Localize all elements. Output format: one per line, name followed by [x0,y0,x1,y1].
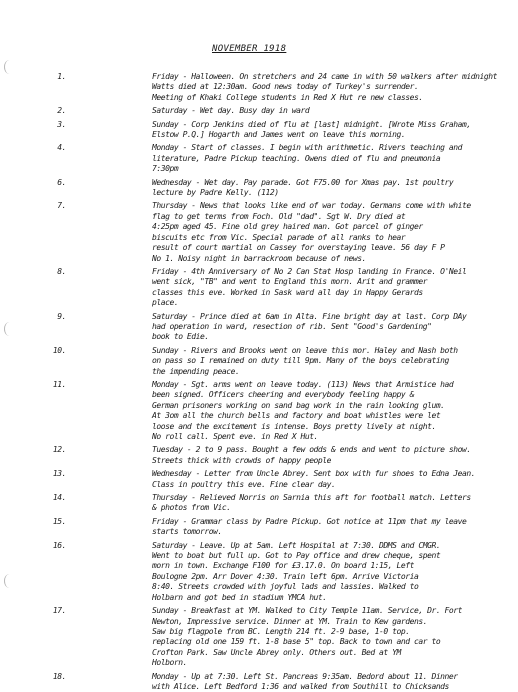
entry-line: Monday - Sgt. arms went on leave today. (113) News that Armistice had [152,379,454,389]
diary-entry [40,380,512,442]
entry-line: morn in town. Exchange F100 for £3.17.0. On board 1:15, Left [152,561,414,571]
entry-line: 8:40. Streets crowded with joyful lads and lassies. Walked to [152,582,419,592]
diary-entry [40,312,512,343]
entry-line: Crofton Park. Saw Uncle Abrey only. Others out. Bed at YM [152,647,401,657]
entry-line: Streets thick with crowds of happy people [152,455,332,465]
entry-number: 6. [57,177,66,187]
diary-entry [40,517,512,538]
entry-line: went sick, "TB" and went to England this morn. Arit and grammer [152,277,428,287]
entry-line: At 3om all the church bells and factory and boat whistles were let [152,411,441,421]
entry-line: Monday - Start of classes. I begin with arithmetic. Rivers teaching and [152,143,463,153]
entry-line: Went to boat but full up. Got to Pay office and drew cheque, spent [152,551,441,561]
entry-line: & photos from Vic. [152,503,231,513]
diary-entry [40,72,512,103]
entry-line: literature, Padre Pickup teaching. Owens died of flu and pneumonia [152,153,441,163]
entry-line: Saw big flagpole from BC. Length 214 ft. 2-9 base, 1-0 top. [152,626,410,636]
entry-line: book to Edie. [152,332,209,342]
entry-line: Holbarn and got bed in stadium YMCA hut. [152,592,327,602]
entry-number: 17. [52,606,66,616]
entry-line: loose and the excitement is intense. Boys pretty lively at night. [152,421,436,431]
entry-number: 2. [57,106,66,116]
diary-entries [40,72,512,692]
entry-line: Monday - Up at 7:30. Left St. Pancreas 9:35am. Bedord about 11. Dinner [152,671,458,681]
entry-line: Saturday - Leave. Up at 5am. Left Hospital at 7:30. DDMS and CMGR. [152,540,441,550]
entry-line: result of court martial on Cassey for overstaying leave. 56 day F P [152,243,445,253]
entry-line: German prisoners working on sand bag work in the rain looking glum. [152,400,445,410]
entry-number: 11. [52,379,66,389]
entry-line: Newton, Impressive service. Dinner at YM. Train to Kew gardens. [152,616,428,626]
entry-number: 1. [57,72,66,81]
entry-line: Wednesday - Letter from Uncle Abrey. Sent box with fur shoes to Edna Jean. [152,469,476,479]
entry-line: Thursday - News that looks like end of war today. Germans come with white [152,201,471,211]
entry-line: Thursday - Relieved Norris on Sarnia this aft for football match. Letters [152,493,471,503]
entry-number: 12. [52,445,66,455]
binder-hole-mark [4,322,15,336]
entry-line: Saturday - Wet day. Busy day in ward [152,106,310,116]
entry-line: replacing old one 159 ft. 1-8 base 5" top. Back to town and car to [152,637,441,647]
diary-entry [40,493,512,514]
diary-entry [40,178,512,199]
entry-number: 4. [57,143,66,153]
diary-entry [40,469,512,490]
entry-line: Friday - 4th Anniversary of No 2 Can Stat Hosp landing in France. O'Neil [152,266,467,276]
entry-line: starts tomorrow. [152,527,222,537]
entry-line: flag to get terms from Foch. Old "dad". Sgt W. Dry died at [152,211,406,221]
entry-line: Holborn. [152,658,187,668]
binder-hole-mark [4,60,15,74]
entry-line: Tuesday - 2 to 9 pass. Bought a few odds & ends and went to picture show. [152,445,471,455]
entry-line: 4:25pm aged 45. Fine old grey haired man. Got parcel of ginger [152,222,423,232]
entry-number: 15. [52,516,66,526]
entry-number: 13. [52,469,66,479]
entry-line: Sunday - Corp Jenkins died of flu at [last] midnight. [Wrote Miss Graham, [152,119,471,129]
diary-entry [40,120,512,141]
entry-line: classes this eve. Worked in Sask ward all day in Happy Gerards [152,287,423,297]
entry-line: Wednesday - Wet day. Pay parade. Got F75.00 for Xmas pay. 1st poultry [152,177,454,187]
entry-line: 7:30pm [152,164,179,174]
entry-line: lecture by Padre Kelly. (112) [152,188,279,198]
entry-number: 18. [52,671,66,681]
entry-line: had operation in ward, resection of rib. Sent "Good's Gardening" [152,321,432,331]
entry-line: place. [152,298,179,308]
entry-line: on pass so I remained on duty till 9pm. Many of the boys celebrating [152,356,449,366]
entry-number: 9. [57,311,66,321]
entry-line: Saturday - Prince died at 6am in Alta. Fine bright day at last. Corp DAy [152,311,467,321]
entry-number: 7. [57,201,66,211]
entry-line: Boulogne 2pm. Arr Dover 4:30. Train left 6pm. Arrive Victoria [152,571,419,581]
entry-number: 10. [52,345,66,355]
entry-line: Sunday - Rivers and Brooks went on leave this mor. Haley and Nash both [152,345,458,355]
entry-line: the impending peace. [152,366,240,376]
binder-hole-mark [4,574,15,588]
entry-line: biscuits etc from Vic. Special parade of all ranks to hear [152,232,406,242]
diary-entry [40,541,512,603]
entry-line: No roll call. Spent eve. in Red X Hut. [152,432,318,441]
entry-line: No 1. Noisy night in barrackroom because of news. [152,253,366,263]
diary-entry [40,346,512,377]
diary-entry [40,106,512,116]
entry-line: Watts died at 12:30am. Good news today of Turkey's surrender. [152,82,419,92]
diary-entry [40,606,512,668]
diary-entry [40,201,512,263]
entry-number: 3. [57,119,66,129]
entry-number: 16. [52,540,66,550]
diary-entry [40,143,512,174]
entry-line: Meeting of Khaki College students in Red X Hut re new classes. [152,92,423,102]
diary-entry [40,445,512,466]
entry-line: been signed. Officers cheering and everybody feeling happy & [152,390,414,400]
diary-entry [40,672,512,692]
entry-line: Friday - Halloween. On stretchers and 24 came in with 50 walkers after midnight [152,72,497,81]
entry-number: 14. [52,493,66,503]
entry-line: Elstow P.Q.] Hogarth and James went on leave this morning. [152,130,406,140]
entry-line: Friday - Grammar class by Padre Pickup. Got notice at 11pm that my leave [152,516,467,526]
entry-line: Sunday - Breakfast at YM. Walked to City Temple 11am. Service, Dr. Fort [152,606,463,616]
entry-line: with Alice. Left Bedford 1:36 and walked from Southill to Chicksands [152,681,449,691]
diary-entry [40,267,512,309]
entry-number: 8. [57,266,66,276]
page-title: NOVEMBER 1918 [212,44,287,54]
entry-line: Class in poultry this eve. Fine clear day. [152,479,336,489]
